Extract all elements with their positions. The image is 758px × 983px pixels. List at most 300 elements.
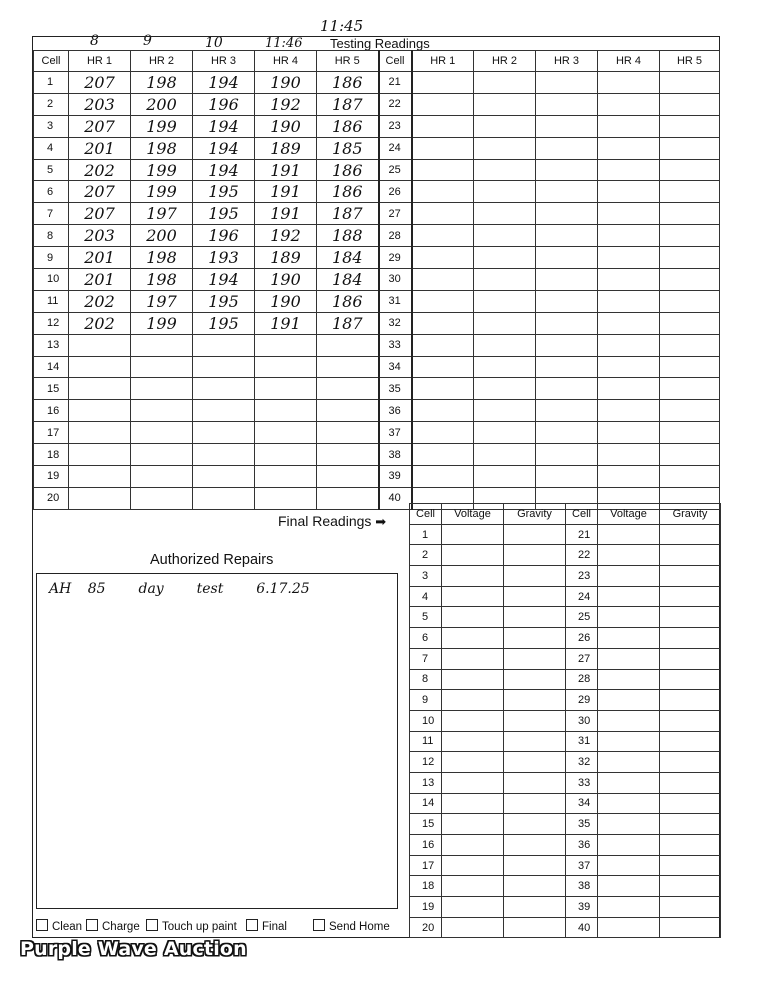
- reading-cell[interactable]: 196: [193, 93, 255, 115]
- reading-cell[interactable]: [536, 290, 598, 312]
- reading-cell[interactable]: [69, 400, 131, 422]
- reading-cell[interactable]: [536, 159, 598, 181]
- reading-cell[interactable]: [660, 269, 720, 291]
- reading-cell[interactable]: 191: [255, 181, 317, 203]
- reading-cell[interactable]: [598, 247, 660, 269]
- gravity-cell[interactable]: [504, 835, 566, 856]
- reading-cell[interactable]: [598, 137, 660, 159]
- voltage-cell[interactable]: [598, 607, 660, 628]
- gravity-cell[interactable]: [504, 690, 566, 711]
- cell-number: 27: [379, 203, 412, 225]
- reading-cell[interactable]: [474, 247, 536, 269]
- reading-cell[interactable]: [412, 444, 474, 466]
- voltage-cell[interactable]: [442, 876, 504, 897]
- reading-cell[interactable]: [660, 159, 720, 181]
- reading-cell[interactable]: 203: [69, 93, 131, 115]
- voltage-cell[interactable]: [442, 917, 504, 938]
- reading-cell[interactable]: [474, 159, 536, 181]
- cell-number: 16: [410, 835, 442, 856]
- voltage-cell[interactable]: [598, 710, 660, 731]
- reading-cell[interactable]: 184: [317, 269, 379, 291]
- gravity-cell[interactable]: [504, 586, 566, 607]
- gravity-cell[interactable]: [504, 731, 566, 752]
- voltage-cell[interactable]: [598, 690, 660, 711]
- reading-cell[interactable]: [536, 203, 598, 225]
- gravity-cell[interactable]: [660, 545, 721, 566]
- reading-cell[interactable]: 199: [131, 181, 193, 203]
- reading-cell[interactable]: 194: [193, 137, 255, 159]
- gravity-cell[interactable]: [660, 876, 721, 897]
- cell-number: 3: [34, 115, 69, 137]
- reading-cell[interactable]: [598, 334, 660, 356]
- checkbox-icon[interactable]: [36, 919, 48, 931]
- reading-cell[interactable]: [69, 378, 131, 400]
- gravity-cell[interactable]: [660, 814, 721, 835]
- reading-cell[interactable]: 207: [69, 115, 131, 137]
- reading-cell[interactable]: [660, 378, 720, 400]
- reading-cell[interactable]: [317, 487, 379, 509]
- reading-cell[interactable]: [131, 466, 193, 488]
- reading-cell[interactable]: [412, 378, 474, 400]
- reading-cell[interactable]: [255, 400, 317, 422]
- reading-cell[interactable]: [536, 378, 598, 400]
- reading-cell[interactable]: [69, 466, 131, 488]
- reading-cell[interactable]: 186: [317, 290, 379, 312]
- reading-cell[interactable]: [474, 290, 536, 312]
- reading-cell[interactable]: 198: [131, 247, 193, 269]
- voltage-cell[interactable]: [598, 628, 660, 649]
- reading-cell[interactable]: [412, 93, 474, 115]
- reading-cell[interactable]: 207: [69, 72, 131, 94]
- reading-cell[interactable]: [598, 269, 660, 291]
- reading-cell[interactable]: [131, 487, 193, 509]
- reading-cell[interactable]: [193, 466, 255, 488]
- table-row: [410, 710, 721, 731]
- voltage-cell[interactable]: [598, 855, 660, 876]
- reading-cell[interactable]: [660, 181, 720, 203]
- reading-cell[interactable]: [193, 444, 255, 466]
- reading-cell[interactable]: [412, 269, 474, 291]
- reading-cell[interactable]: [660, 225, 720, 247]
- reading-cell[interactable]: 203: [69, 225, 131, 247]
- checkbox-icon[interactable]: [313, 919, 325, 931]
- reading-cell[interactable]: 200: [131, 225, 193, 247]
- reading-cell[interactable]: [660, 203, 720, 225]
- reading-cell[interactable]: 198: [131, 72, 193, 94]
- reading-cell[interactable]: [193, 487, 255, 509]
- reading-cell[interactable]: 186: [317, 159, 379, 181]
- reading-cell[interactable]: 199: [131, 312, 193, 334]
- reading-cell[interactable]: [317, 378, 379, 400]
- gravity-cell[interactable]: [504, 772, 566, 793]
- gravity-cell[interactable]: [504, 917, 566, 938]
- reading-cell[interactable]: [536, 312, 598, 334]
- reading-cell[interactable]: [474, 225, 536, 247]
- gravity-cell[interactable]: [660, 669, 721, 690]
- reading-cell[interactable]: [412, 400, 474, 422]
- reading-cell[interactable]: [69, 487, 131, 509]
- reading-cell[interactable]: 195: [193, 203, 255, 225]
- checkbox-send-home[interactable]: [313, 919, 390, 933]
- voltage-cell[interactable]: [442, 772, 504, 793]
- reading-cell[interactable]: [69, 334, 131, 356]
- reading-cell[interactable]: 184: [317, 247, 379, 269]
- reading-cell[interactable]: [474, 356, 536, 378]
- reading-cell[interactable]: [412, 466, 474, 488]
- gravity-cell[interactable]: [504, 607, 566, 628]
- reading-cell[interactable]: 190: [255, 72, 317, 94]
- reading-cell[interactable]: [660, 334, 720, 356]
- reading-cell[interactable]: [412, 181, 474, 203]
- reading-cell[interactable]: [536, 356, 598, 378]
- voltage-cell[interactable]: [442, 566, 504, 587]
- reading-cell[interactable]: [598, 312, 660, 334]
- reading-cell[interactable]: [474, 444, 536, 466]
- reading-cell[interactable]: [474, 334, 536, 356]
- voltage-cell[interactable]: [598, 586, 660, 607]
- voltage-cell[interactable]: [442, 628, 504, 649]
- checkbox-icon[interactable]: [146, 919, 158, 931]
- gravity-cell[interactable]: [504, 566, 566, 587]
- reading-cell[interactable]: 187: [317, 203, 379, 225]
- reading-cell[interactable]: [660, 290, 720, 312]
- reading-cell[interactable]: 192: [255, 93, 317, 115]
- reading-cell[interactable]: 190: [255, 115, 317, 137]
- reading-cell[interactable]: [412, 422, 474, 444]
- voltage-cell[interactable]: [442, 690, 504, 711]
- reading-cell[interactable]: 201: [69, 247, 131, 269]
- voltage-cell[interactable]: [598, 897, 660, 918]
- reading-cell[interactable]: [660, 115, 720, 137]
- reading-cell[interactable]: [536, 269, 598, 291]
- voltage-cell[interactable]: [442, 524, 504, 545]
- reading-cell[interactable]: [598, 159, 660, 181]
- reading-cell[interactable]: 191: [255, 312, 317, 334]
- reading-cell[interactable]: [536, 400, 598, 422]
- reading-cell[interactable]: 199: [131, 159, 193, 181]
- voltage-cell[interactable]: [598, 731, 660, 752]
- gravity-cell[interactable]: [660, 731, 721, 752]
- reading-cell[interactable]: [255, 378, 317, 400]
- voltage-cell[interactable]: [442, 607, 504, 628]
- reading-cell[interactable]: 201: [69, 269, 131, 291]
- table-row: [34, 356, 720, 378]
- reading-cell[interactable]: [536, 422, 598, 444]
- voltage-cell[interactable]: [442, 855, 504, 876]
- reading-cell[interactable]: [131, 356, 193, 378]
- gravity-cell[interactable]: [660, 772, 721, 793]
- gravity-cell[interactable]: [504, 855, 566, 876]
- reading-cell[interactable]: 188: [317, 225, 379, 247]
- reading-cell[interactable]: 196: [193, 225, 255, 247]
- reading-cell[interactable]: [474, 400, 536, 422]
- checkbox-charge[interactable]: [86, 919, 140, 933]
- voltage-cell[interactable]: [598, 545, 660, 566]
- reading-cell[interactable]: [255, 356, 317, 378]
- voltage-cell[interactable]: [442, 793, 504, 814]
- reading-cell[interactable]: [69, 444, 131, 466]
- reading-cell[interactable]: [412, 72, 474, 94]
- gravity-cell[interactable]: [660, 628, 721, 649]
- gravity-cell[interactable]: [504, 814, 566, 835]
- gravity-cell[interactable]: [504, 648, 566, 669]
- gravity-cell[interactable]: [660, 648, 721, 669]
- reading-cell[interactable]: 207: [69, 181, 131, 203]
- gravity-cell[interactable]: [660, 917, 721, 938]
- reading-cell[interactable]: [660, 444, 720, 466]
- reading-cell[interactable]: [536, 225, 598, 247]
- reading-cell[interactable]: 186: [317, 181, 379, 203]
- checkbox-touch-up-paint[interactable]: [146, 919, 237, 933]
- table-row: [410, 835, 721, 856]
- reading-cell[interactable]: [598, 225, 660, 247]
- cell-number: 24: [379, 137, 412, 159]
- reading-cell[interactable]: [598, 115, 660, 137]
- reading-cell[interactable]: [660, 356, 720, 378]
- gravity-cell[interactable]: [660, 752, 721, 773]
- reading-cell[interactable]: 191: [255, 159, 317, 181]
- checkbox-icon[interactable]: [246, 919, 258, 931]
- voltage-cell[interactable]: [442, 835, 504, 856]
- voltage-cell[interactable]: [598, 772, 660, 793]
- reading-cell[interactable]: [474, 466, 536, 488]
- testing-readings-title: Testing Readings: [330, 36, 430, 51]
- checkbox-clean[interactable]: [36, 919, 82, 933]
- reading-cell[interactable]: 195: [193, 312, 255, 334]
- voltage-cell[interactable]: [442, 897, 504, 918]
- reading-cell[interactable]: [255, 422, 317, 444]
- reading-cell[interactable]: [474, 312, 536, 334]
- gravity-cell[interactable]: [504, 669, 566, 690]
- reading-cell[interactable]: [474, 269, 536, 291]
- reading-cell[interactable]: 193: [193, 247, 255, 269]
- reading-cell[interactable]: 189: [255, 247, 317, 269]
- reading-cell[interactable]: [131, 422, 193, 444]
- checkbox-icon[interactable]: [86, 919, 98, 931]
- reading-cell[interactable]: [660, 400, 720, 422]
- reading-cell[interactable]: [660, 422, 720, 444]
- reading-cell[interactable]: [536, 466, 598, 488]
- reading-cell[interactable]: [474, 378, 536, 400]
- reading-cell[interactable]: [598, 444, 660, 466]
- gravity-cell[interactable]: [504, 876, 566, 897]
- reading-cell[interactable]: [474, 115, 536, 137]
- reading-cell[interactable]: [536, 72, 598, 94]
- reading-cell[interactable]: 198: [131, 137, 193, 159]
- reading-cell[interactable]: [412, 203, 474, 225]
- authorized-repairs-box[interactable]: [36, 573, 398, 909]
- checkbox-final[interactable]: [246, 919, 287, 933]
- voltage-cell[interactable]: [598, 648, 660, 669]
- reading-cell[interactable]: 197: [131, 203, 193, 225]
- reading-cell[interactable]: [412, 290, 474, 312]
- reading-cell[interactable]: [412, 356, 474, 378]
- reading-cell[interactable]: [660, 466, 720, 488]
- gravity-cell[interactable]: [660, 690, 721, 711]
- voltage-cell[interactable]: [598, 814, 660, 835]
- reading-cell[interactable]: [131, 400, 193, 422]
- reading-cell[interactable]: 186: [317, 115, 379, 137]
- reading-cell[interactable]: [598, 422, 660, 444]
- reading-cell[interactable]: 202: [69, 312, 131, 334]
- voltage-cell[interactable]: [598, 793, 660, 814]
- reading-cell[interactable]: [598, 181, 660, 203]
- reading-cell[interactable]: [598, 93, 660, 115]
- reading-cell[interactable]: 190: [255, 290, 317, 312]
- reading-cell[interactable]: [131, 378, 193, 400]
- reading-cell[interactable]: 195: [193, 181, 255, 203]
- voltage-cell[interactable]: [442, 814, 504, 835]
- reading-cell[interactable]: [536, 334, 598, 356]
- gravity-cell[interactable]: [660, 793, 721, 814]
- reading-cell[interactable]: 191: [255, 203, 317, 225]
- reading-cell[interactable]: [660, 72, 720, 94]
- gravity-cell[interactable]: [660, 897, 721, 918]
- reading-cell[interactable]: [474, 72, 536, 94]
- reading-cell[interactable]: [598, 400, 660, 422]
- gravity-cell[interactable]: [504, 793, 566, 814]
- reading-cell[interactable]: 200: [131, 93, 193, 115]
- reading-cell[interactable]: 194: [193, 115, 255, 137]
- reading-cell[interactable]: [69, 356, 131, 378]
- reading-cell[interactable]: [412, 225, 474, 247]
- reading-cell[interactable]: 194: [193, 269, 255, 291]
- reading-cell[interactable]: [536, 115, 598, 137]
- reading-cell[interactable]: [317, 334, 379, 356]
- reading-cell[interactable]: [536, 444, 598, 466]
- reading-cell[interactable]: [412, 312, 474, 334]
- cell-number: 26: [379, 181, 412, 203]
- column-header: Cell: [379, 51, 412, 72]
- reading-cell[interactable]: 194: [193, 72, 255, 94]
- gravity-cell[interactable]: [660, 855, 721, 876]
- gravity-cell[interactable]: [660, 710, 721, 731]
- reading-cell[interactable]: [536, 93, 598, 115]
- reading-cell[interactable]: [193, 400, 255, 422]
- reading-cell[interactable]: [193, 422, 255, 444]
- voltage-cell[interactable]: [442, 669, 504, 690]
- gravity-cell[interactable]: [504, 710, 566, 731]
- reading-cell[interactable]: [255, 444, 317, 466]
- reading-cell[interactable]: [412, 115, 474, 137]
- reading-cell[interactable]: [255, 334, 317, 356]
- reading-cell[interactable]: [131, 444, 193, 466]
- reading-cell[interactable]: [69, 422, 131, 444]
- gravity-cell[interactable]: [660, 607, 721, 628]
- gravity-cell[interactable]: [660, 586, 721, 607]
- reading-cell[interactable]: 198: [131, 269, 193, 291]
- reading-cell[interactable]: [474, 137, 536, 159]
- gravity-cell[interactable]: [660, 524, 721, 545]
- testing-readings-table: [33, 50, 720, 510]
- cell-number: 30: [379, 269, 412, 291]
- reading-cell[interactable]: 197: [131, 290, 193, 312]
- reading-cell[interactable]: [598, 466, 660, 488]
- reading-cell[interactable]: 202: [69, 290, 131, 312]
- voltage-cell[interactable]: [442, 731, 504, 752]
- reading-cell[interactable]: 187: [317, 312, 379, 334]
- voltage-cell[interactable]: [442, 586, 504, 607]
- reading-cell[interactable]: [474, 422, 536, 444]
- reading-cell[interactable]: [598, 290, 660, 312]
- voltage-cell[interactable]: [442, 710, 504, 731]
- reading-cell[interactable]: 195: [193, 290, 255, 312]
- gravity-cell[interactable]: [660, 835, 721, 856]
- reading-cell[interactable]: [598, 72, 660, 94]
- reading-cell[interactable]: [412, 137, 474, 159]
- reading-cell[interactable]: 187: [317, 93, 379, 115]
- reading-cell[interactable]: [412, 159, 474, 181]
- reading-cell[interactable]: 201: [69, 137, 131, 159]
- gravity-cell[interactable]: [504, 752, 566, 773]
- reading-cell[interactable]: [598, 356, 660, 378]
- reading-cell[interactable]: [660, 312, 720, 334]
- reading-cell[interactable]: 190: [255, 269, 317, 291]
- reading-cell[interactable]: [412, 247, 474, 269]
- reading-cell[interactable]: [317, 422, 379, 444]
- reading-cell[interactable]: 199: [131, 115, 193, 137]
- reading-cell[interactable]: [474, 181, 536, 203]
- table-row: [34, 72, 720, 94]
- reading-cell[interactable]: 186: [317, 72, 379, 94]
- reading-cell[interactable]: [536, 247, 598, 269]
- voltage-cell[interactable]: [598, 524, 660, 545]
- voltage-cell[interactable]: [598, 566, 660, 587]
- reading-cell[interactable]: [317, 444, 379, 466]
- reading-cell[interactable]: [660, 93, 720, 115]
- voltage-cell[interactable]: [598, 876, 660, 897]
- reading-cell[interactable]: [660, 137, 720, 159]
- reading-cell[interactable]: [317, 356, 379, 378]
- voltage-cell[interactable]: [598, 835, 660, 856]
- voltage-cell[interactable]: [442, 752, 504, 773]
- reading-cell[interactable]: [598, 378, 660, 400]
- reading-cell[interactable]: 207: [69, 203, 131, 225]
- gravity-cell[interactable]: [660, 566, 721, 587]
- reading-cell[interactable]: [474, 93, 536, 115]
- cell-number: 39: [379, 466, 412, 488]
- reading-cell[interactable]: 189: [255, 137, 317, 159]
- voltage-cell[interactable]: [598, 917, 660, 938]
- reading-cell[interactable]: [193, 334, 255, 356]
- reading-cell[interactable]: 194: [193, 159, 255, 181]
- reading-cell[interactable]: [193, 356, 255, 378]
- voltage-cell[interactable]: [598, 752, 660, 773]
- reading-cell[interactable]: [536, 181, 598, 203]
- reading-cell[interactable]: [412, 334, 474, 356]
- gravity-cell[interactable]: [504, 524, 566, 545]
- reading-cell[interactable]: [536, 137, 598, 159]
- reading-cell[interactable]: 185: [317, 137, 379, 159]
- reading-cell[interactable]: [255, 487, 317, 509]
- voltage-cell[interactable]: [442, 545, 504, 566]
- reading-cell[interactable]: [474, 203, 536, 225]
- gravity-cell[interactable]: [504, 545, 566, 566]
- reading-cell[interactable]: [598, 203, 660, 225]
- reading-cell[interactable]: [131, 334, 193, 356]
- reading-cell[interactable]: 192: [255, 225, 317, 247]
- gravity-cell[interactable]: [504, 628, 566, 649]
- reading-cell[interactable]: [660, 247, 720, 269]
- voltage-cell[interactable]: [442, 648, 504, 669]
- gravity-cell[interactable]: [504, 897, 566, 918]
- reading-cell[interactable]: [317, 466, 379, 488]
- reading-cell[interactable]: [193, 378, 255, 400]
- reading-cell[interactable]: [255, 466, 317, 488]
- voltage-cell[interactable]: [598, 669, 660, 690]
- reading-cell[interactable]: [317, 400, 379, 422]
- reading-cell[interactable]: 202: [69, 159, 131, 181]
